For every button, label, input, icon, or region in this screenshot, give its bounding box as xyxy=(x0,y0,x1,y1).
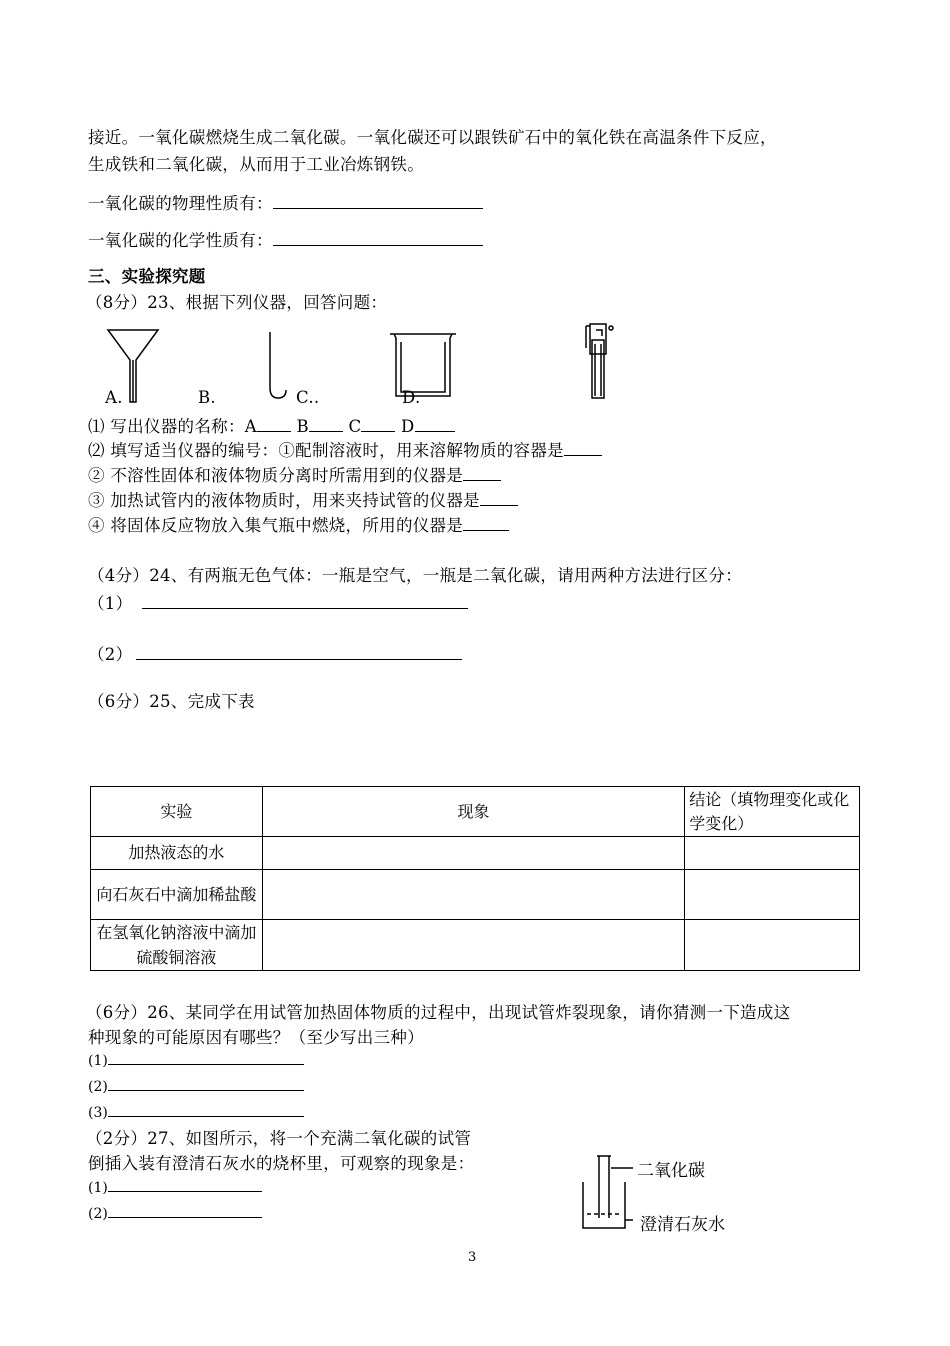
label-a: A. xyxy=(105,388,123,407)
beaker-icon xyxy=(583,1182,633,1228)
glass-rod-icon xyxy=(270,332,286,398)
row2-phenomenon[interactable] xyxy=(262,870,684,920)
q26-item-1-label: (1) xyxy=(88,1053,108,1069)
table-header-row xyxy=(91,787,860,837)
q23-sub1-b: B xyxy=(296,417,309,436)
q23-title: （8分）23、根据下列仪器，回答问题： xyxy=(86,293,388,312)
q27-item-1-label: (1) xyxy=(88,1180,108,1196)
intro-line-1: 接近。一氧化碳燃烧生成二氧化碳。一氧化碳还可以跟铁矿石中的氧化铁在高温条件下反应， xyxy=(88,128,777,147)
q27-item-2-blank[interactable] xyxy=(108,1203,262,1218)
q27-item-2-label: (2) xyxy=(88,1206,108,1222)
table-row xyxy=(91,870,860,920)
header-phenomenon: 现象 xyxy=(262,787,684,837)
section-3-title: 三、实验探究题 xyxy=(88,267,206,286)
q23-sub1-c: C xyxy=(348,417,362,436)
row2-conclusion[interactable] xyxy=(685,870,860,920)
q23-sub4 xyxy=(88,487,518,511)
header-experiment: 实验 xyxy=(91,787,263,837)
q23-sub3-blank[interactable] xyxy=(463,466,501,481)
q26-item-2-label: (2) xyxy=(88,1079,108,1095)
q23-sub3 xyxy=(88,462,501,486)
q23-sub1-label: ⑴ 写出仪器的名称：A xyxy=(88,417,257,436)
q24-item-1-label: （1） xyxy=(88,594,133,613)
label-c: C.. xyxy=(296,388,320,407)
q23-sub2-text: ⑵ 填写适当仪器的编号：①配制溶液时，用来溶解物质的容器是 xyxy=(88,441,564,460)
q27-item-1-blank[interactable] xyxy=(108,1177,262,1192)
row3-experiment: 在氢氧化钠溶液中滴加硫酸铜溶液 xyxy=(91,920,263,971)
q23-sub2 xyxy=(88,437,602,461)
chemical-property-label: 一氧化碳的化学性质有： xyxy=(88,231,273,250)
test-tube-holder-icon xyxy=(586,324,613,398)
q23-sub3-text: ② 不溶性固体和液体物质分离时所需用到的仪器是 xyxy=(88,466,464,485)
row2-experiment: 向石灰石中滴加稀盐酸 xyxy=(91,870,263,920)
q24-item-1 xyxy=(88,590,468,614)
row3-phenomenon[interactable] xyxy=(262,920,684,971)
chemical-property-row xyxy=(88,227,483,251)
q27-line-1: （2分）27、如图所示，将一个充满二氧化碳的试管 xyxy=(86,1129,472,1148)
physical-property-blank[interactable] xyxy=(273,194,483,209)
row1-experiment: 加热液态的水 xyxy=(91,837,263,870)
q23-sub5-text: ④ 将固体反应物放入集气瓶中燃烧，所用的仪器是 xyxy=(88,516,464,535)
blank-d[interactable] xyxy=(415,417,455,432)
q26-item-1-blank[interactable] xyxy=(108,1050,304,1065)
figure-label-co2: 二氧化碳 xyxy=(637,1161,705,1181)
table-row xyxy=(91,920,860,971)
q26-item-1 xyxy=(88,1050,304,1069)
header-conclusion: 结论（填物理变化或化学变化） xyxy=(685,787,860,837)
experiment-table xyxy=(90,786,860,971)
q26-line-1: （6分）26、某同学在用试管加热固体物质的过程中，出现试管炸裂现象，请你猜测一下造成这 xyxy=(86,1003,791,1022)
blank-a[interactable] xyxy=(257,417,291,432)
q25-title: （6分）25、完成下表 xyxy=(88,692,255,711)
q26-item-3-blank[interactable] xyxy=(108,1102,304,1117)
blank-b[interactable] xyxy=(309,417,343,432)
row1-phenomenon[interactable] xyxy=(262,837,684,870)
q23-sub4-blank[interactable] xyxy=(480,491,518,506)
lab-instruments-figure xyxy=(100,318,640,408)
q26-line-2: 种现象的可能原因有哪些？（至少写出三种） xyxy=(88,1028,424,1047)
q24-item-2 xyxy=(88,641,462,665)
physical-property-row xyxy=(88,190,483,214)
q26-item-2 xyxy=(88,1076,304,1095)
q24-title: （4分）24、有两瓶无色气体：一瓶是空气，一瓶是二氧化碳，请用两种方法进行区分： xyxy=(88,566,742,585)
q27-item-1 xyxy=(88,1177,262,1196)
q23-sub4-text: ③ 加热试管内的液体物质时，用来夹持试管的仪器是 xyxy=(88,491,480,510)
q24-item-2-blank[interactable] xyxy=(136,645,462,660)
q23-sub5 xyxy=(88,512,509,536)
physical-property-label: 一氧化碳的物理性质有： xyxy=(88,194,273,213)
co2-test-tube-beaker-figure xyxy=(575,1150,635,1232)
q26-item-2-blank[interactable] xyxy=(108,1076,304,1091)
figure-label-limewater: 澄清石灰水 xyxy=(640,1215,725,1235)
label-b: B. xyxy=(198,388,216,407)
q27-line-2: 倒插入装有澄清石灰水的烧杯里，可观察的现象是： xyxy=(88,1154,475,1173)
q26-item-3-label: (3) xyxy=(88,1105,108,1121)
q27-item-2 xyxy=(88,1203,262,1222)
q24-item-2-label: （2） xyxy=(88,645,133,664)
label-d: D. xyxy=(402,388,421,407)
q23-sub1 xyxy=(88,413,455,437)
q23-sub5-blank[interactable] xyxy=(463,516,509,531)
page-number: 3 xyxy=(468,1250,477,1265)
table-row xyxy=(91,837,860,870)
chemical-property-blank[interactable] xyxy=(273,231,483,246)
row3-conclusion[interactable] xyxy=(685,920,860,971)
beaker-icon xyxy=(390,334,456,396)
q23-sub2-blank[interactable] xyxy=(564,441,602,456)
row1-conclusion[interactable] xyxy=(685,837,860,870)
blank-c[interactable] xyxy=(361,417,395,432)
inverted-test-tube-icon xyxy=(597,1156,633,1218)
intro-line-2: 生成铁和二氧化碳，从而用于工业冶炼钢铁。 xyxy=(88,155,424,174)
q23-sub1-d: D xyxy=(400,417,415,436)
q24-item-1-blank[interactable] xyxy=(142,594,468,609)
q26-item-3 xyxy=(88,1102,304,1121)
